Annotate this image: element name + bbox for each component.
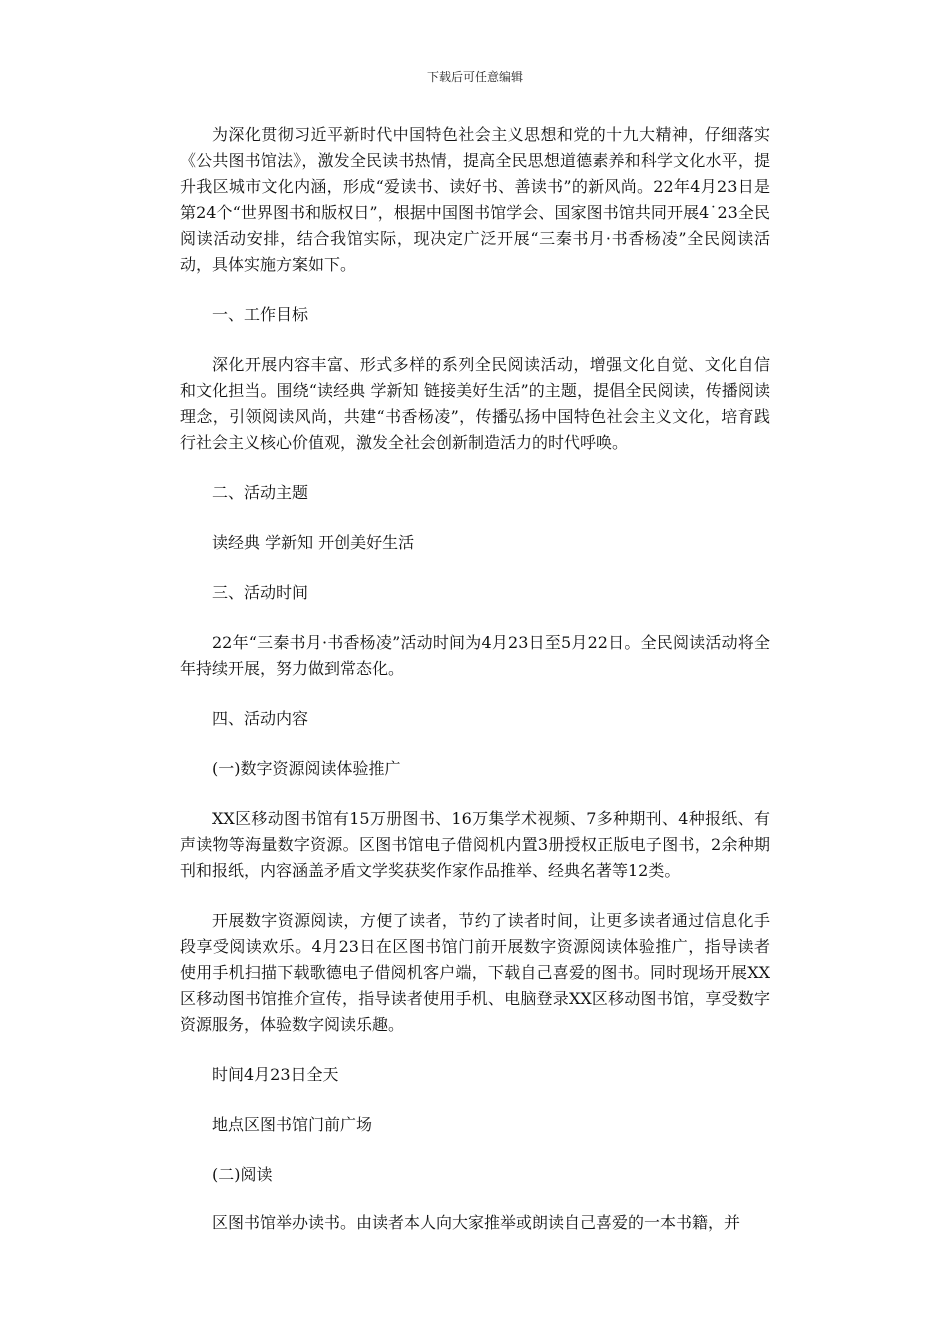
reading-paragraph: 区图书馆举办读书。由读者本人向大家推举或朗读自己喜爱的一本书籍，并 bbox=[212, 1213, 741, 1232]
subsection-heading-digital: (一)数字资源阅读体验推广 bbox=[212, 759, 401, 778]
event-location-text: 地点区图书馆门前广场 bbox=[212, 1115, 373, 1134]
section-heading-time: 三、活动时间 bbox=[212, 583, 309, 602]
intro-paragraph: 为深化贯彻习近平新时代中国特色社会主义思想和党的十九大精神，仔细落实《公共图书馆法》，激发全民读书热情，提高全民思想道德素养和科学文化水平，提升我区城市文化内涵，形成“爱读书、读好书、善读书”的新风尚。22年4月23日是第24个“世界图书和版权日”，根据中国图书馆学会、国家图书馆共同开展4˙23全民阅读活动安排，结合我馆实际，现决定广泛开展“三秦书月·书香杨凌”全民阅读活动，具体实施方案如下。 bbox=[180, 125, 770, 274]
document-body bbox=[180, 122, 770, 1260]
digital-reading-paragraph: 开展数字资源阅读，方便了读者，节约了读者时间，让更多读者通过信息化手段享受阅读欢乐。4月23日在区图书馆门前开展数字资源阅读体验推广，指导读者使用手机扫描下载歌德电子借阅机客户端，下载自己喜爱的图书。同时现场开展XX区移动图书馆推介宣传，指导读者使用手机、电脑登录XX区移动图书馆，享受数字资源服务，体验数字阅读乐趣。 bbox=[180, 911, 770, 1034]
section-heading-goals: 一、工作目标 bbox=[212, 305, 309, 324]
digital-resources-paragraph: XX区移动图书馆有15万册图书、16万集学术视频、7多种期刊、4种报纸、有声读物等海量数字资源。区图书馆电子借阅机内置3册授权正版电子图书，2余种期刊和报纸，内容涵盖矛盾文学奖获奖作家作品推举、经典名著等12类。 bbox=[180, 809, 770, 880]
header-note: 下载后可任意编辑 bbox=[426, 70, 523, 84]
section-heading-theme: 二、活动主题 bbox=[212, 483, 309, 502]
goals-paragraph: 深化开展内容丰富、形式多样的系列全民阅读活动，增强文化自觉、文化自信和文化担当。围绕“读经典 学新知 链接美好生活”的主题，提倡全民阅读，传播阅读理念，引领阅读风尚，共建“书香杨凌”，传播弘扬中国特色社会主义文化，培育践行社会主义核心价值观，激发全社会创新制造活力的时代呼唤。 bbox=[180, 355, 770, 452]
subsection-heading-reading: (二)阅读 bbox=[212, 1165, 273, 1184]
section-heading-content: 四、活动内容 bbox=[212, 709, 309, 728]
theme-text: 读经典 学新知 开创美好生活 bbox=[212, 533, 415, 552]
event-time-text: 时间4月23日全天 bbox=[212, 1065, 339, 1084]
time-paragraph: 22年“三秦书月·书香杨凌”活动时间为4月23日至5月22日。全民阅读活动将全年持续开展，努力做到常态化。 bbox=[180, 633, 770, 678]
